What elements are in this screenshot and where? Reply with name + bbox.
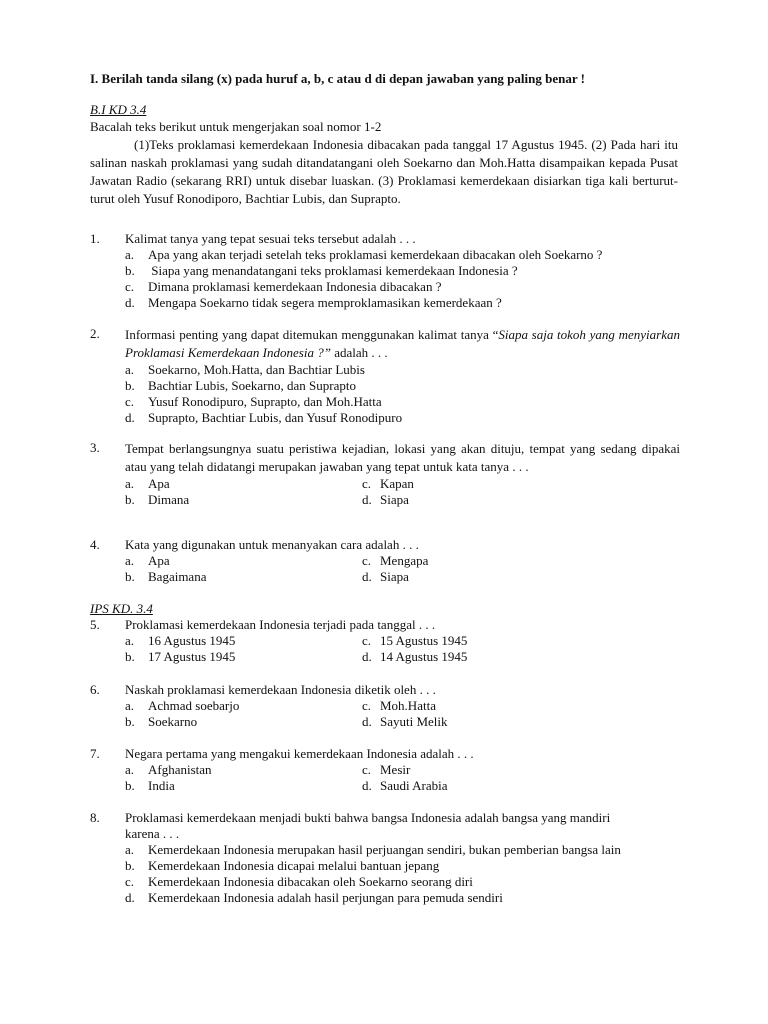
question-6 bbox=[90, 682, 680, 730]
question-number: 1. bbox=[90, 231, 100, 246]
option-b[interactable]: b. Siapa yang menandatangani teks proklamasi kemerdekaan Indonesia ? bbox=[125, 263, 518, 278]
option-d-text[interactable]: Siapa bbox=[380, 492, 409, 507]
option-c-letter[interactable]: c. bbox=[362, 633, 372, 648]
question-2 bbox=[90, 326, 680, 426]
question-4 bbox=[90, 537, 680, 585]
option-a-text[interactable]: Afghanistan bbox=[148, 762, 212, 777]
option-c-letter[interactable]: c. bbox=[362, 762, 372, 777]
option-b-text[interactable]: Bagaimana bbox=[148, 569, 207, 584]
option-d-letter[interactable]: d. bbox=[362, 569, 372, 584]
option-c-text[interactable]: Mesir bbox=[380, 762, 411, 777]
option-c[interactable]: c. Dimana proklamasi kemerdekaan Indonesia dibacakan ? bbox=[125, 279, 442, 294]
options-row-2 bbox=[125, 649, 680, 665]
option-a-letter[interactable]: a. bbox=[125, 633, 135, 648]
question-number: 2. bbox=[90, 326, 100, 341]
option-a-letter[interactable]: a. bbox=[125, 762, 135, 777]
question-7 bbox=[90, 746, 680, 794]
option-d-text[interactable]: 14 Agustus 1945 bbox=[380, 649, 468, 664]
question-text: Informasi penting yang dapat ditemukan menggunakan kalimat tanya “Siapa saja tokoh yang menyiarkan Proklamasi Kemerdekaan Indonesia ?” adalah . . . bbox=[125, 327, 680, 360]
option-b-letter[interactable]: b. bbox=[125, 714, 135, 729]
option-c-text[interactable]: Moh.Hatta bbox=[380, 698, 436, 713]
options-row-2 bbox=[125, 778, 680, 794]
option-a-letter[interactable]: a. bbox=[125, 553, 135, 568]
option-b-letter[interactable]: b. bbox=[125, 569, 135, 584]
question-text-continued: karena . . . bbox=[125, 826, 180, 841]
option-d-letter[interactable]: d. bbox=[362, 649, 372, 664]
option-d[interactable]: d. Suprapto, Bachtiar Lubis, dan Yusuf Ronodipuro bbox=[125, 410, 403, 425]
option-d-text[interactable]: Saudi Arabia bbox=[380, 778, 448, 793]
question-number: 3. bbox=[90, 440, 100, 455]
option-b-text[interactable]: 17 Agustus 1945 bbox=[148, 649, 236, 664]
option-d-letter[interactable]: d. bbox=[362, 778, 372, 793]
options-row-1 bbox=[125, 698, 680, 714]
section-label-bi: B.I KD 3.4 bbox=[90, 102, 147, 117]
option-b-letter[interactable]: b. bbox=[125, 492, 135, 507]
option-c[interactable]: c. Kemerdekaan Indonesia dibacakan oleh Soekarno seorang diri bbox=[125, 874, 473, 889]
options-row-1 bbox=[125, 476, 680, 492]
options-row-1 bbox=[125, 762, 680, 778]
option-b-text[interactable]: Soekarno bbox=[148, 714, 198, 729]
options-row-1 bbox=[125, 553, 680, 569]
question-8 bbox=[90, 810, 680, 906]
option-b-text[interactable]: India bbox=[148, 778, 175, 793]
option-a-text[interactable]: Achmad soebarjo bbox=[148, 698, 240, 713]
option-a-text[interactable]: 16 Agustus 1945 bbox=[148, 633, 236, 648]
option-c[interactable]: c. Yusuf Ronodipuro, Suprapto, dan Moh.Hatta bbox=[125, 394, 382, 409]
option-c-letter[interactable]: c. bbox=[362, 553, 372, 568]
option-d-text[interactable]: Siapa bbox=[380, 569, 409, 584]
option-b-letter[interactable]: b. bbox=[125, 649, 135, 664]
question-number: 6. bbox=[90, 682, 100, 697]
option-d-letter[interactable]: d. bbox=[362, 492, 372, 507]
option-c-letter[interactable]: c. bbox=[362, 698, 372, 713]
option-a-letter[interactable]: a. bbox=[125, 476, 135, 491]
option-a[interactable]: a. Soekarno, Moh.Hatta, dan Bachtiar Lubis bbox=[125, 362, 365, 377]
question-text: Negara pertama yang mengakui kemerdekaan Indonesia adalah . . . bbox=[125, 746, 474, 761]
option-b-text[interactable]: Dimana bbox=[148, 492, 190, 507]
option-d-letter[interactable]: d. bbox=[362, 714, 372, 729]
option-a-text[interactable]: Apa bbox=[148, 553, 170, 568]
option-a-letter[interactable]: a. bbox=[125, 698, 135, 713]
option-c-text[interactable]: Kapan bbox=[380, 476, 414, 491]
question-number: 5. bbox=[90, 617, 100, 632]
question-number: 4. bbox=[90, 537, 100, 552]
option-a[interactable]: a. Apa yang akan terjadi setelah teks proklamasi kemerdekaan dibacakan oleh Soekarno ? bbox=[125, 247, 603, 262]
option-c-letter[interactable]: c. bbox=[362, 476, 372, 491]
option-b[interactable]: b. Bachtiar Lubis, Soekarno, dan Suprapto bbox=[125, 378, 356, 393]
option-d-text[interactable]: Sayuti Melik bbox=[380, 714, 448, 729]
option-b-letter[interactable]: b. bbox=[125, 778, 135, 793]
instructions-heading: I. Berilah tanda silang (x) pada huruf a, b, c atau d di depan jawaban yang paling benar ! bbox=[90, 71, 585, 86]
question-text: Proklamasi kemerdekaan Indonesia terjadi pada tanggal . . . bbox=[125, 617, 436, 632]
question-text: Kalimat tanya yang tepat sesuai teks tersebut adalah . . . bbox=[125, 231, 416, 246]
question-text: Tempat berlangsungnya suatu peristiwa kejadian, lokasi yang akan dituju, tempat yang sedang dipakai atau yang telah didatangi merupakan jawaban yang tepat untuk kata tanya . . . bbox=[125, 441, 680, 474]
question-text: Naskah proklamasi kemerdekaan Indonesia diketik oleh . . . bbox=[125, 682, 436, 697]
options-row-1 bbox=[125, 633, 680, 649]
options-row-2 bbox=[125, 569, 680, 585]
option-d[interactable]: d. Kemerdekaan Indonesia adalah hasil perjungan para pemuda sendiri bbox=[125, 890, 503, 905]
passage-instruction: Bacalah teks berikut untuk mengerjakan soal nomor 1-2 bbox=[90, 119, 382, 134]
question-text: Proklamasi kemerdekaan menjadi bukti bahwa bangsa Indonesia adalah bangsa yang mandiri bbox=[125, 810, 611, 825]
option-c-text[interactable]: Mengapa bbox=[380, 553, 429, 568]
question-number: 7. bbox=[90, 746, 100, 761]
option-b[interactable]: b. Kemerdekaan Indonesia dicapai melalui bantuan jepang bbox=[125, 858, 440, 873]
option-a-text[interactable]: Apa bbox=[148, 476, 170, 491]
options-row-2 bbox=[125, 492, 680, 508]
option-c-text[interactable]: 15 Agustus 1945 bbox=[380, 633, 468, 648]
question-text: Kata yang digunakan untuk menanyakan cara adalah . . . bbox=[125, 537, 419, 552]
question-1 bbox=[90, 231, 680, 311]
option-a[interactable]: a. Kemerdekaan Indonesia merupakan hasil perjuangan sendiri, bukan pemberian bangsa lain bbox=[125, 842, 621, 857]
options-row-2 bbox=[125, 714, 680, 730]
section-label-ips: IPS KD. 3.4 bbox=[90, 601, 153, 616]
question-3 bbox=[90, 440, 680, 508]
question-5 bbox=[90, 617, 680, 665]
reading-passage: (1)Teks proklamasi kemerdekaan Indonesia dibacakan pada tanggal 17 Agustus 1945. (2) Pada hari itu salinan naskah proklamasi yang sudah ditandatangani oleh Soekarno dan Moh.Hatta disampaikan kepada Pusat Jawatan Radio (sekarang RRI) untuk disebar luaskan. (3) Proklamasi kemerdekaan disiarkan tiga kali berturut-turut oleh Yusuf Ronodiporo, Bachtiar Lubis, dan Suprapto. bbox=[90, 137, 678, 206]
question-number: 8. bbox=[90, 810, 100, 825]
option-d[interactable]: d. Mengapa Soekarno tidak segera memproklamasikan kemerdekaan ? bbox=[125, 295, 502, 310]
